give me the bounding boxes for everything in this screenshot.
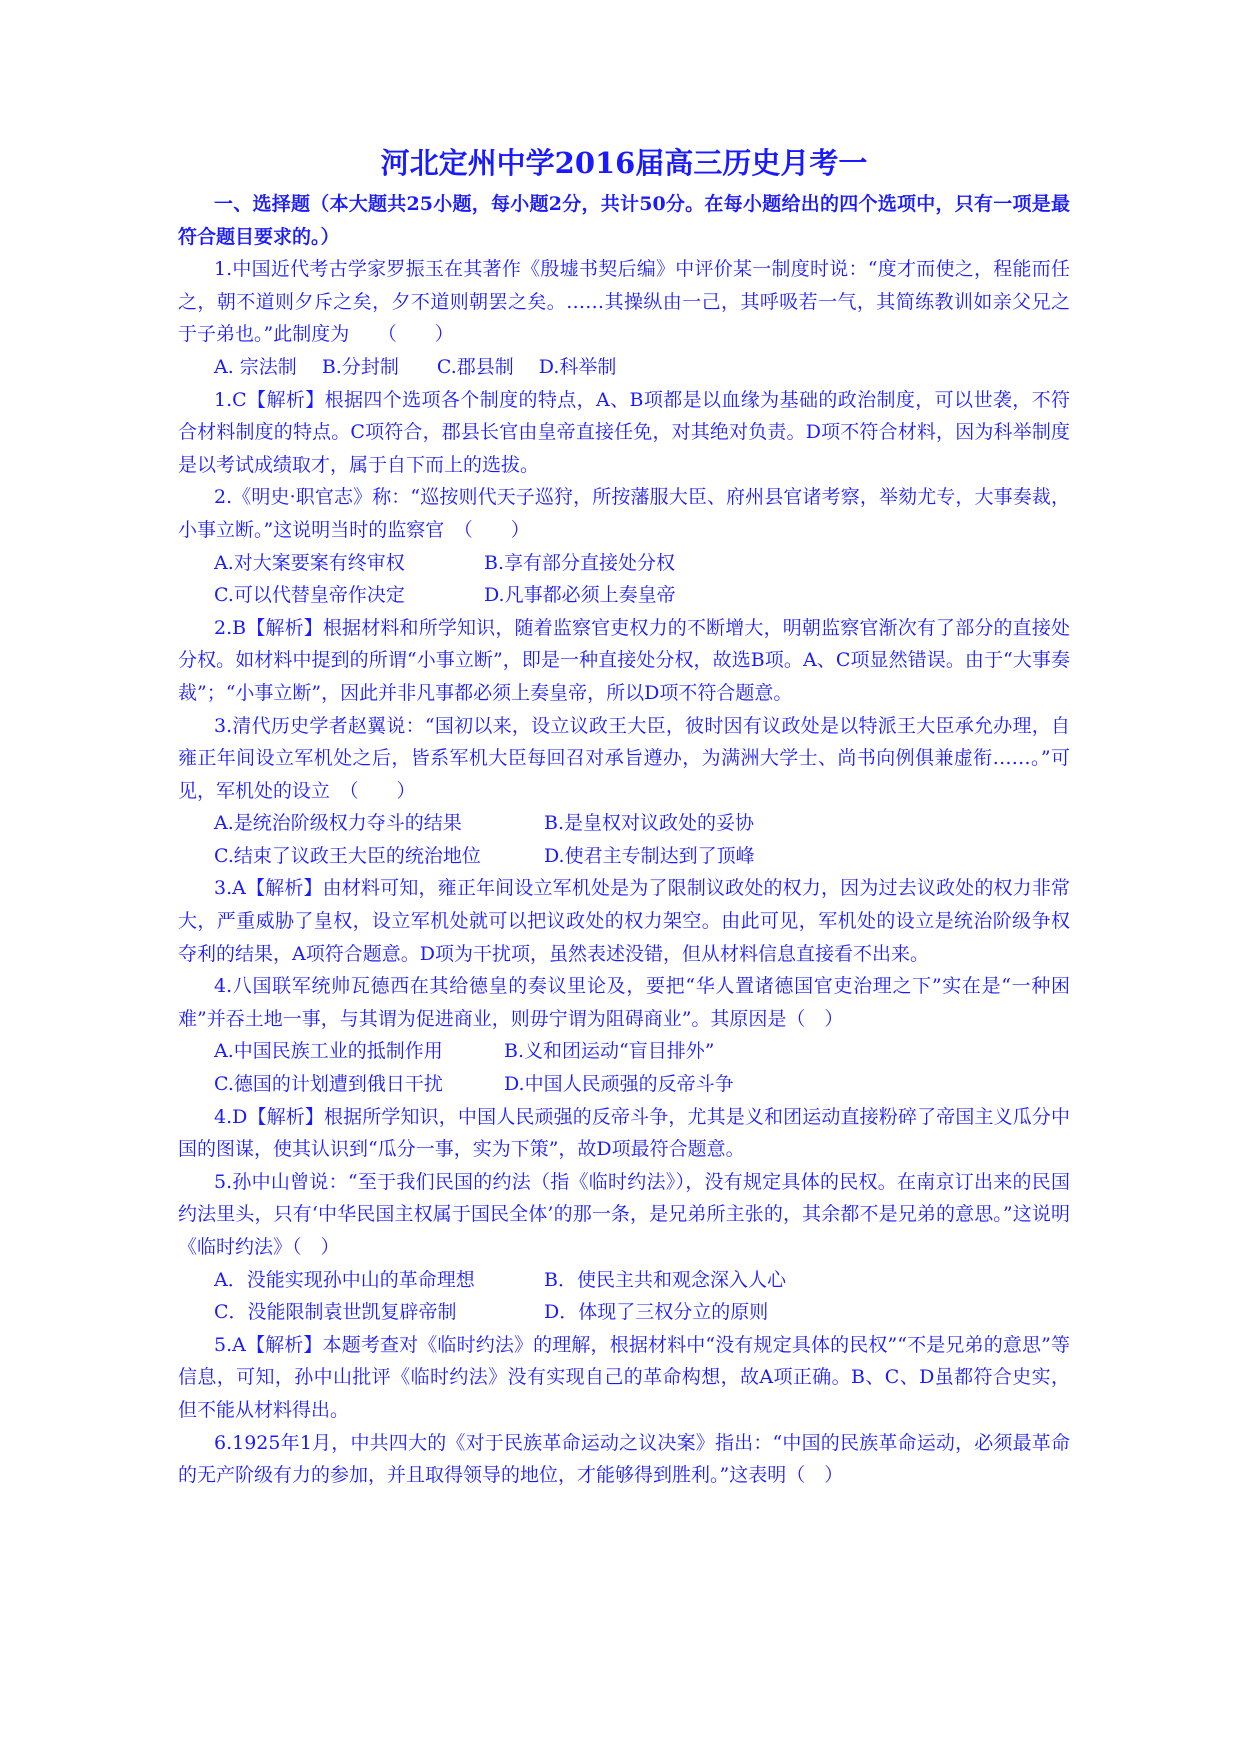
option-a: A．没能实现孙中山的革命理想 xyxy=(214,1268,475,1291)
option-a: A.中国民族工业的抵制作用 xyxy=(214,1040,443,1063)
question-5-options-row-1 xyxy=(178,1264,1070,1297)
question-3-answer: 3.A【解析】由材料可知，雍正年间设立军机处是为了限制议政处的权力，因为过去议政处的权力非常大，严重威胁了皇权，设立军机处就可以把议政处的权力架空。由此可见，军机处的设立是统治阶级争权夺利的结果，A项符合题意。D项为干扰项，虽然表述没错，但从材料信息直接看不出来。 xyxy=(178,877,1070,965)
question-1-stem: 1.中国近代考古学家罗振玉在其著作《殷墟书契后编》中评价某一制度时说：“度才而使之，程能而任之，朝不道则夕斥之矣，夕不道则朝罢之矣。……其操纵由一己，其呼吸若一气，其简练教训如亲父兄之于子弟也。”此制度为 （ ） xyxy=(178,258,1070,346)
question-2-options-row-1 xyxy=(178,547,1070,580)
option-b: B.义和团运动“盲目排外” xyxy=(504,1040,715,1063)
option-c: C.德国的计划遭到俄日干扰 xyxy=(214,1073,443,1096)
question-4-stem: 4.八国联军统帅瓦德西在其给德皇的奏议里论及，要把“华人置诸德国官吏治理之下”实在是“一种困难”并吞土地一事，与其谓为促进商业，则毋宁谓为阻碍商业”。其原因是（ ） xyxy=(178,975,1070,1030)
question-4-options-row-1 xyxy=(178,1035,1070,1068)
option-c: C．没能限制袁世凯复辟帝制 xyxy=(214,1301,457,1324)
question-2-stem: 2.《明史·职官志》称：“巡按则代天子巡狩，所按藩服大臣、府州县官诸考察，举劾尤专，大事奏裁，小事立断。”这说明当时的监察官 （ ） xyxy=(178,486,1070,541)
option-d: D.使君主专制达到了顶峰 xyxy=(544,844,755,867)
question-4-answer: 4.D【解析】根据所学知识，中国人民顽强的反帝斗争，尤其是义和团运动直接粉碎了帝国主义瓜分中国的图谋，使其认识到“瓜分一事，实为下策”，故D项最符合题意。 xyxy=(178,1105,1070,1161)
question-5-answer: 5.A【解析】本题考查对《临时约法》的理解，根据材料中“没有规定具体的民权”“不是兄弟的意思”等信息，可知，孙中山批评《临时约法》没有实现自己的革命构想，故A项正确。B、C、D虽都符合史实，但不能从材料得出。 xyxy=(178,1333,1070,1421)
question-5-stem: 5.孙中山曾说：“至于我们民国的约法（指《临时约法》），没有规定具体的民权。在南京订出来的民国约法里头，只有‘中华民国主权属于国民全体’的那一条，是兄弟所主张的，其余都不是兄弟的意思。”这说明《临时约法》（ ） xyxy=(178,1170,1070,1258)
option-a: A.对大案要案有终审权 xyxy=(214,551,405,574)
option-c: C.结束了议政王大臣的统治地位 xyxy=(214,844,481,867)
question-3-stem: 3.清代历史学者赵翼说：“国初以来，设立议政王大臣，彼时因有议政处是以特派王大臣承允办理，自雍正年间设立军机处之后，皆系军机大臣每回召对承旨遵办，为满洲大学士、尚书向例俱兼虚衔……。”可见，军机处的设立 （ ） xyxy=(178,714,1070,802)
question-2-answer: 2.B【解析】根据材料和所学知识，随着监察官吏权力的不断增大，明朝监察官渐次有了部分的直接处分权。如材料中提到的所谓“小事立断”，即是一种直接处分权，故选B项。A、C项显然错误。由于“大事奏裁”；“小事立断”，因此并非凡事都必须上奏皇帝，所以D项不符合题意。 xyxy=(178,616,1070,704)
question-3-options-row-2 xyxy=(178,840,1070,873)
option-b: B.是皇权对议政处的妥协 xyxy=(544,812,755,835)
question-2-options-row-2 xyxy=(178,579,1070,612)
question-1-options: A. 宗法制 B.分封制 C.郡县制 D.科举制 xyxy=(214,355,617,378)
question-6-stem: 6.1925年1月，中共四大的《对于民族革命运动之议决案》指出：“中国的民族革命运动，必须最革命的无产阶级有力的参加，并且取得领导的地位，才能够得到胜利。”这表明（ ） xyxy=(178,1431,1070,1487)
question-4-options-row-2 xyxy=(178,1068,1070,1101)
option-d: D．体现了三权分立的原则 xyxy=(544,1301,769,1324)
question-1-answer: 1.C【解析】根据四个选项各个制度的特点，A、B项都是以血缘为基础的政治制度，可以世袭，不符合材料制度的特点。C项符合，郡县长官由皇帝直接任免，对其绝对负责。D项不符合材料，因为科举制度是以考试成绩取才，属于自下而上的选拔。 xyxy=(178,388,1070,476)
option-b: B．使民主共和观念深入人心 xyxy=(544,1268,786,1291)
question-3-options-row-1 xyxy=(178,807,1070,840)
question-5-options-row-2 xyxy=(178,1296,1070,1329)
option-c: C.可以代替皇帝作决定 xyxy=(214,584,405,607)
document-title: 河北定州中学2016届高三历史月考一 xyxy=(380,146,868,180)
document-page xyxy=(178,140,1070,1492)
option-a: A.是统治阶级权力夺斗的结果 xyxy=(214,812,462,835)
option-b: B.享有部分直接处分权 xyxy=(484,551,676,574)
option-d: D.凡事都必须上奏皇帝 xyxy=(484,584,676,607)
section-heading: 一、选择题（本大题共25小题，每小题2分，共计50分。在每小题给出的四个选项中，只有一项是最符合题目要求的。） xyxy=(178,193,1070,248)
option-d: D.中国人民顽强的反帝斗争 xyxy=(504,1073,734,1096)
